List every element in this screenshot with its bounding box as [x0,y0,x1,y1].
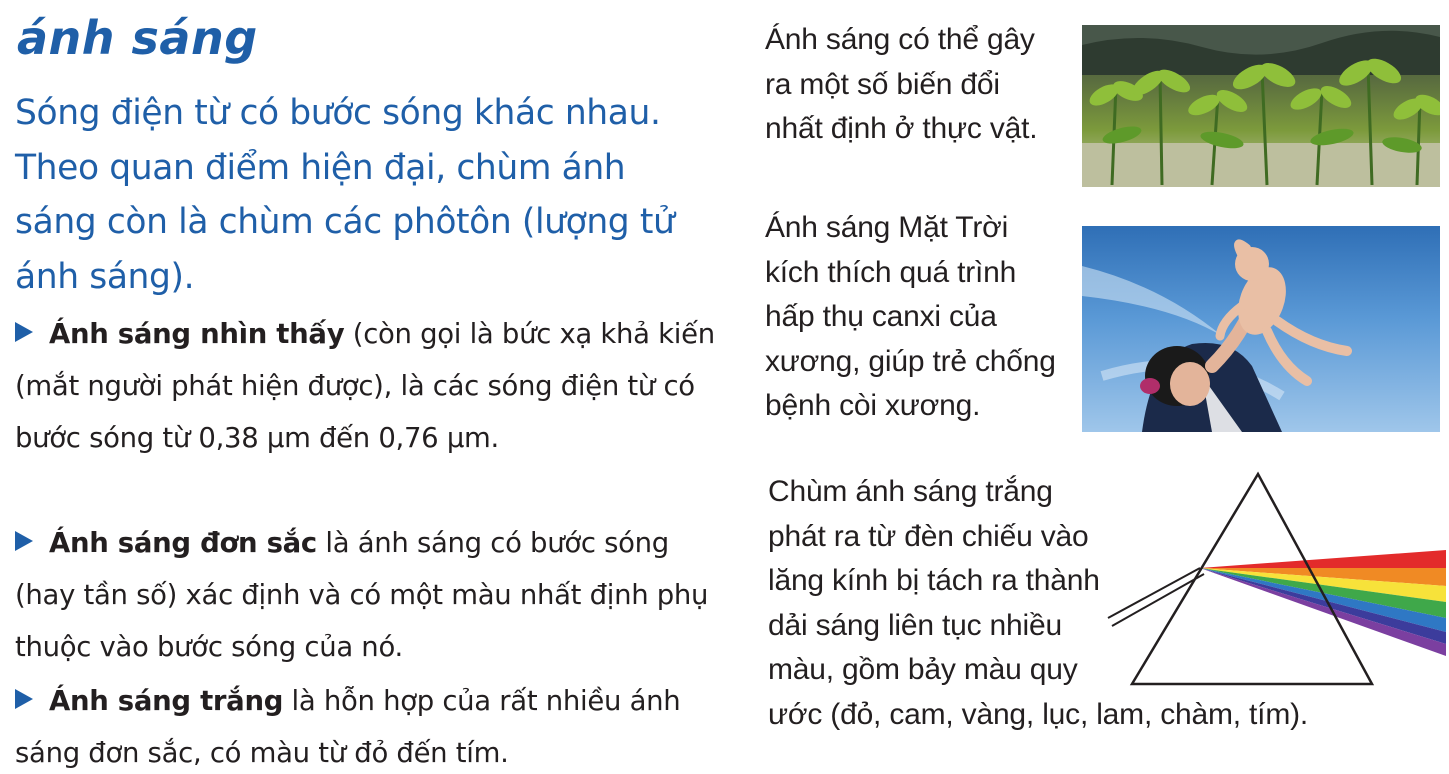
plants-illustration [1082,25,1440,187]
plants-photo [1082,25,1440,187]
intro-paragraph: Sóng điện từ có bước sóng khác nhau. Theo quan điểm hiện đại, chùm ánh sáng còn là chùm các phôtôn (lượng tử ánh sáng). [15,93,675,297]
paragraph-monochromatic-light [15,517,715,673]
term-white-light: Ánh sáng trắng [49,685,284,717]
paragraph-visible-light [15,308,715,464]
bullet-triangle-icon [15,689,33,709]
section-title: ánh sáng [17,11,258,65]
prism-svg [1100,468,1446,688]
caption-prism: Chùm ánh sáng trắng phát ra từ đèn chiếu vào lăng kính bị tách ra thành dải sáng liên tục nhiều màu, gồm bảy màu quy ước (đỏ, cam, vàng, lục, lam, chàm, tím). [768,475,1309,731]
term-monochromatic-light: Ánh sáng đơn sắc [49,527,317,559]
mother-baby-illustration [1082,226,1440,432]
bullet-triangle-icon [15,322,33,342]
paragraph-text: (còn gọi là bức xạ khả kiến (mắt người phát hiện được), là các sóng điện từ có bước sóng từ 0,38 μm đến 0,76 μm. [15,318,715,454]
mother-baby-photo [1082,226,1440,432]
caption-sunlight: Ánh sáng Mặt Trời kích thích quá trình hấp thụ canxi của xương, giúp trẻ chống bệnh còi xương. [765,211,1056,422]
bullet-triangle-icon [15,531,33,551]
caption-plants: Ánh sáng có thể gây ra một số biến đổi nhất định ở thực vật. [765,23,1038,145]
paragraph-text: là hỗn hợp của rất nhiều ánh sáng đơn sắc, có màu từ đỏ đến tím. [15,685,681,769]
term-visible-light: Ánh sáng nhìn thấy [49,318,345,350]
incident-ray-line [1112,574,1204,626]
prism-dispersion-diagram [1100,468,1446,688]
spectrum-bands [1200,550,1446,656]
paragraph-white-light [15,675,715,774]
paragraph-text: là ánh sáng có bước sóng (hay tần số) xác định và có một màu nhất định phụ thuộc vào bước sóng của nó. [15,527,709,663]
